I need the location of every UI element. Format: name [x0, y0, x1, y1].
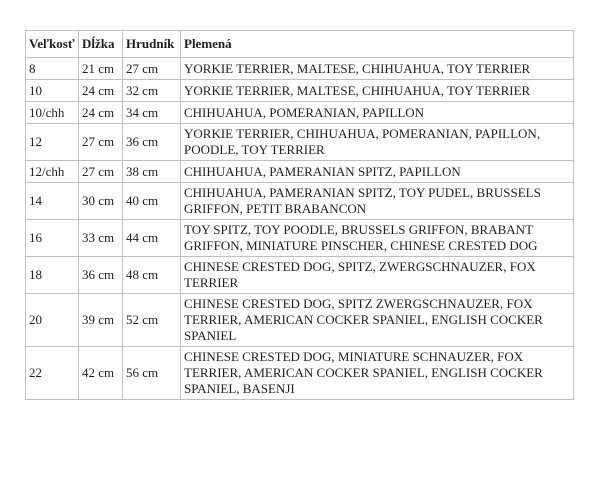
cell-chest: 34 cm — [123, 102, 181, 124]
cell-length: 24 cm — [79, 102, 123, 124]
table-row — [26, 294, 574, 347]
cell-size: 10 — [26, 80, 79, 102]
cell-size: 20 — [26, 294, 79, 347]
cell-size: 18 — [26, 257, 79, 294]
cell-size: 8 — [26, 58, 79, 80]
cell-breeds: YORKIE TERRIER, MALTESE, CHIHUAHUA, TOY TERRIER — [181, 58, 574, 80]
cell-breeds: CHINESE CRESTED DOG, SPITZ ZWERGSCHNAUZER, FOX TERRIER, AMERICAN COCKER SPANIEL, ENGLISH COCKER SPANIEL — [181, 294, 574, 347]
cell-breeds: YORKIE TERRIER, CHIHUAHUA, POMERANIAN, PAPILLON, POODLE, TOY TERRIER — [181, 124, 574, 161]
cell-size: 10/chh — [26, 102, 79, 124]
cell-length: 30 cm — [79, 183, 123, 220]
cell-size: 14 — [26, 183, 79, 220]
header-chest: Hrudník — [123, 31, 181, 58]
cell-chest: 44 cm — [123, 220, 181, 257]
cell-chest: 40 cm — [123, 183, 181, 220]
cell-chest: 48 cm — [123, 257, 181, 294]
table-row — [26, 80, 574, 102]
cell-breeds: CHIHUAHUA, PAMERANIAN SPITZ, PAPILLON — [181, 161, 574, 183]
cell-size: 12 — [26, 124, 79, 161]
header-size: Veľkosť — [26, 31, 79, 58]
cell-size: 16 — [26, 220, 79, 257]
cell-length: 24 cm — [79, 80, 123, 102]
cell-length: 33 cm — [79, 220, 123, 257]
header-length: Dĺžka — [79, 31, 123, 58]
cell-length: 42 cm — [79, 347, 123, 400]
header-row — [26, 31, 574, 58]
cell-length: 27 cm — [79, 124, 123, 161]
cell-length: 21 cm — [79, 58, 123, 80]
cell-length: 36 cm — [79, 257, 123, 294]
header-breeds: Plemená — [181, 31, 574, 58]
cell-chest: 27 cm — [123, 58, 181, 80]
table-row — [26, 161, 574, 183]
cell-chest: 32 cm — [123, 80, 181, 102]
table-row — [26, 124, 574, 161]
dog-size-table — [25, 30, 574, 400]
table-row — [26, 58, 574, 80]
cell-length: 27 cm — [79, 161, 123, 183]
cell-breeds: CHINESE CRESTED DOG, MINIATURE SCHNAUZER, FOX TERRIER, AMERICAN COCKER SPANIEL, ENGLISH COCKER SPANIEL, BASENJI — [181, 347, 574, 400]
cell-size: 22 — [26, 347, 79, 400]
cell-breeds: CHIHUAHUA, PAMERANIAN SPITZ, TOY PUDEL, BRUSSELS GRIFFON, PETIT BRABANCON — [181, 183, 574, 220]
table-row — [26, 183, 574, 220]
cell-chest: 56 cm — [123, 347, 181, 400]
cell-chest: 36 cm — [123, 124, 181, 161]
cell-size: 12/chh — [26, 161, 79, 183]
cell-chest: 38 cm — [123, 161, 181, 183]
table-row — [26, 102, 574, 124]
cell-breeds: YORKIE TERRIER, MALTESE, CHIHUAHUA, TOY TERRIER — [181, 80, 574, 102]
table-row — [26, 347, 574, 400]
cell-breeds: CHIHUAHUA, POMERANIAN, PAPILLON — [181, 102, 574, 124]
table-body — [26, 58, 574, 400]
table-row — [26, 257, 574, 294]
cell-chest: 52 cm — [123, 294, 181, 347]
cell-breeds: CHINESE CRESTED DOG, SPITZ, ZWERGSCHNAUZER, FOX TERRIER — [181, 257, 574, 294]
table-row — [26, 220, 574, 257]
cell-breeds: TOY SPITZ, TOY POODLE, BRUSSELS GRIFFON, BRABANT GRIFFON, MINIATURE PINSCHER, CHINESE CRESTED DOG — [181, 220, 574, 257]
cell-length: 39 cm — [79, 294, 123, 347]
